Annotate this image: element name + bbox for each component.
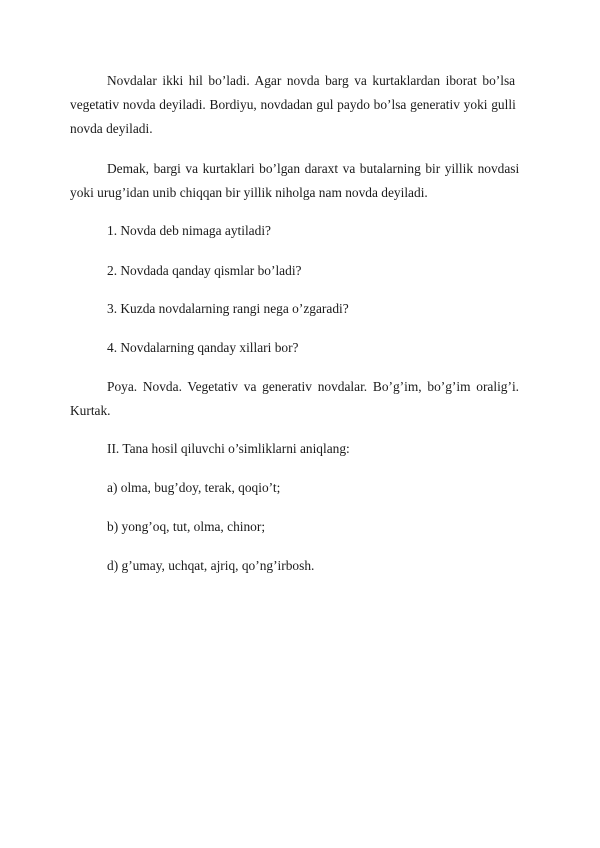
- paragraph-line: yoki urug’idan unib chiqqan bir yillik niholga nam novda deyiladi.: [70, 185, 428, 200]
- paragraph-line: novda deyiladi.: [70, 121, 153, 136]
- question-text: 4. Novdalarning qanday xillari bor?: [107, 340, 299, 355]
- paragraph-line: Poya. Novda. Vegetativ va generativ novdalar. Bo’g’im, bo’g’im oralig’i.: [107, 379, 520, 394]
- paragraph-line: Novdalar ikki hil bo’ladi. Agar novda barg va kurtaklardan iborat bo’lsa: [107, 73, 516, 88]
- paragraph-line: Demak, bargi va kurtaklari bo’lgan daraxt va butalarning bir yillik novdasi: [107, 161, 520, 176]
- option-text: a) olma, bug’doy, terak, qoqio’t;: [107, 480, 281, 495]
- question-text: 1. Novda deb nimaga aytiladi?: [107, 223, 271, 238]
- question-text: 2. Novdada qanday qismlar bo’ladi?: [107, 263, 302, 278]
- paragraph-line: vegetativ novda deyiladi. Bordiyu, novdadan gul paydo bo’lsa generativ yoki gulli: [70, 97, 516, 112]
- task-text: II. Tana hosil qiluvchi o’simliklarni aniqlang:: [107, 441, 350, 456]
- paragraph-line: Kurtak.: [70, 403, 111, 418]
- question-text: 3. Kuzda novdalarning rangi nega o’zgaradi?: [107, 301, 349, 316]
- option-text: d) g’umay, uchqat, ajriq, qo’ng’irbosh.: [107, 558, 315, 573]
- option-text: b) yong’oq, tut, olma, chinor;: [107, 519, 266, 534]
